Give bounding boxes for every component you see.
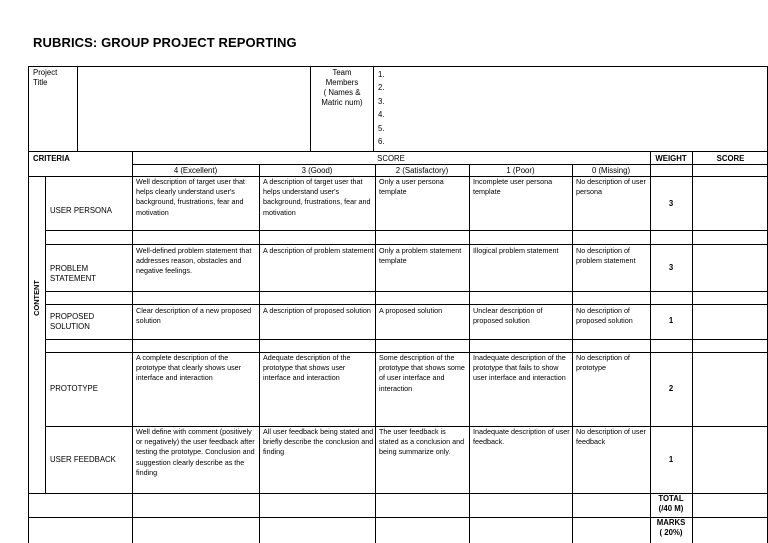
member-line[interactable]: 6. — [378, 137, 385, 147]
descriptor-cell: A proposed solution — [379, 306, 443, 315]
criterion-user-persona: USER PERSONA — [50, 206, 112, 215]
descriptor-cell: A description of target user that helps understand user's background, frustrations, fear and motivation — [263, 177, 371, 217]
descriptor-cell: Illogical problem statement — [473, 246, 559, 255]
weight-value: 3 — [668, 263, 674, 272]
descriptor-cell: Inadequate description of user feedback. — [473, 427, 570, 447]
level-poor-header: 1 (Poor) — [506, 166, 535, 175]
descriptor-cell: The user feedback is stated as a conclusion and being summarize only. — [379, 427, 465, 457]
weight-value: 2 — [668, 384, 674, 393]
marks-score-field[interactable] — [693, 518, 767, 543]
descriptor-cell: Unclear description of proposed solution — [473, 306, 543, 326]
descriptor-cell: All user feedback being stated and briefly describe the conclusion and finding — [263, 427, 374, 457]
weight-value: 1 — [668, 316, 674, 325]
criterion-proposed-solution: PROPOSED SOLUTION — [50, 312, 95, 331]
criteria-header: CRITERIA — [33, 154, 70, 163]
level-missing-header: 0 (Missing) — [591, 166, 631, 175]
criterion-problem-statement: PROBLEM STATEMENT — [50, 264, 97, 283]
marks-label: MARKS ( 20%) — [656, 518, 686, 537]
score-header: SCORE — [377, 154, 405, 163]
descriptor-cell: A complete description of the prototype that clearly shows user interface and interaction — [136, 353, 242, 383]
descriptor-cell: Inadequate description of the prototype that fails to show user interface and interaction — [473, 353, 566, 383]
descriptor-cell: No description of user persona — [576, 177, 646, 197]
score-column-header: SCORE — [716, 154, 745, 163]
team-members-label: Team Members ( Names & Matric num) — [321, 68, 363, 107]
descriptor-cell: Only a user persona template — [379, 177, 444, 197]
member-line[interactable]: 4. — [378, 110, 385, 120]
descriptor-cell: No description of prototype — [576, 353, 630, 373]
member-line[interactable]: 3. — [378, 96, 385, 106]
descriptor-cell: Some description of the prototype that shows some of user interface and interaction — [379, 353, 465, 393]
weight-value: 3 — [668, 199, 674, 208]
descriptor-cell: Only a problem statement template — [379, 246, 462, 266]
descriptor-cell: Well-defined problem statement that addresses reason, obstacles and negative feelings. — [136, 246, 252, 276]
level-satisfactory-header: 2 (Satisfactory) — [395, 166, 449, 175]
member-line[interactable]: 2. — [378, 83, 385, 93]
descriptor-cell: Well define with comment (positively or negatively) the user feedback after testing the prototype. Conclusion and suggestion clearly describe as the finding — [136, 427, 255, 477]
descriptor-cell: Incomplete user persona template — [473, 177, 553, 197]
descriptor-cell: Adequate description of the prototype that shows user interface and interaction — [263, 353, 351, 383]
descriptor-cell: Well description of target user that helps clearly understand user's background, frustrations, fear and motivation — [136, 177, 245, 217]
member-line[interactable]: 5. — [378, 123, 385, 133]
total-score-field[interactable] — [693, 494, 767, 517]
project-title-label: Project Title — [33, 68, 58, 87]
criterion-user-feedback: USER FEEDBACK — [50, 455, 116, 464]
descriptor-cell: Clear description of a new proposed solution — [136, 306, 252, 326]
member-line[interactable]: 1. — [378, 70, 385, 79]
weight-header: WEIGHT — [655, 154, 687, 163]
descriptor-cell: A description of problem statement — [263, 246, 374, 255]
descriptor-cell: No description of problem statement — [576, 246, 636, 266]
level-excellent-header: 4 (Excellent) — [173, 166, 218, 175]
descriptor-cell: No description of proposed solution — [576, 306, 633, 326]
level-good-header: 3 (Good) — [301, 166, 333, 175]
content-vertical-label: CONTENT — [32, 280, 41, 316]
document-title: RUBRICS: GROUP PROJECT REPORTING — [33, 35, 297, 50]
weight-value: 1 — [668, 455, 674, 464]
descriptor-cell: No description of user feedback — [576, 427, 646, 447]
total-label: TOTAL (/40 M) — [658, 494, 684, 513]
criterion-prototype: PROTOTYPE — [50, 384, 98, 393]
descriptor-cell: A description of proposed solution — [263, 306, 371, 315]
